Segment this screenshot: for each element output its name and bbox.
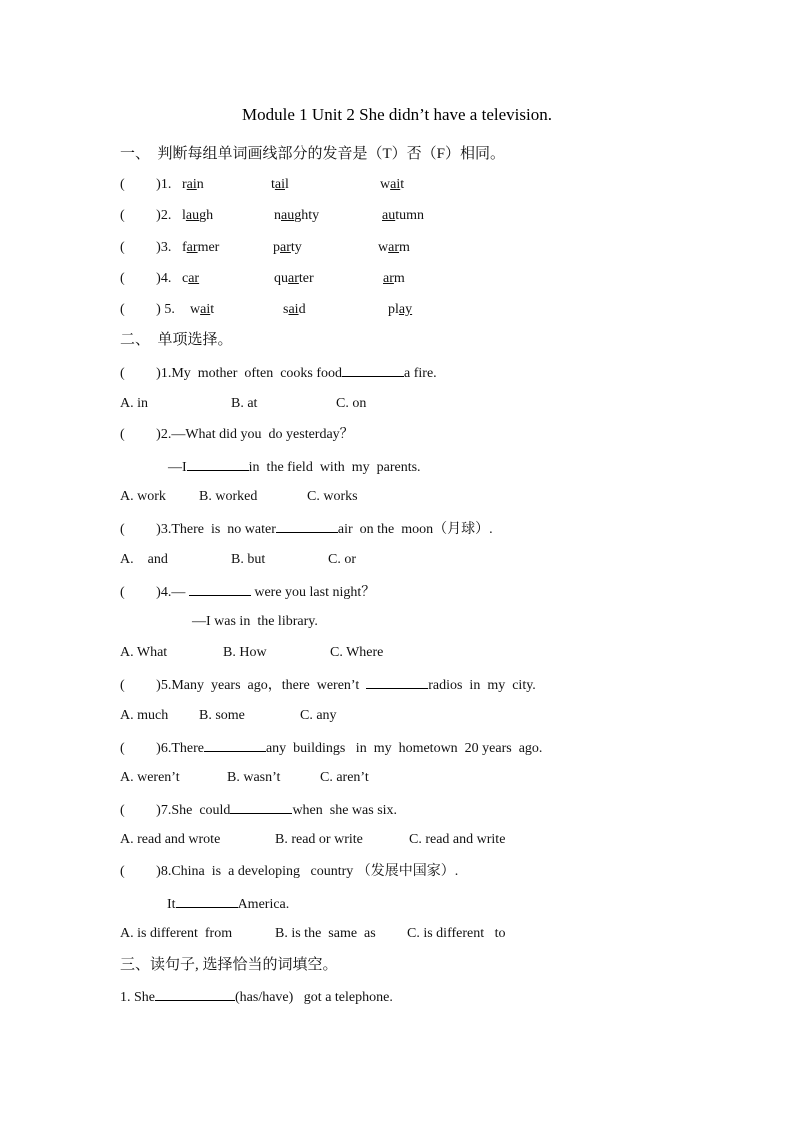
q1-option-b: B. at: [231, 396, 258, 411]
q7-option-c: C. read and write: [409, 832, 506, 847]
q5-option-b: B. some: [199, 708, 245, 723]
question-6: ( )6.There any buildings in my hometown 20 years ago.: [120, 737, 542, 759]
q8-option-a: A. is different from: [120, 926, 233, 941]
question-2: ( )2.—What did you do yesterday？: [120, 427, 354, 442]
item-4-bracket: ( )4.: [120, 271, 172, 286]
q4-option-c: C. Where: [330, 645, 384, 660]
question-4: ( )4.— were you last night？: [120, 581, 375, 603]
item-2-word-2: naughty: [274, 208, 320, 223]
q4-option-b: B. How: [223, 645, 267, 660]
q3-option-a: A. and: [120, 552, 168, 567]
q5-option-a: A. much: [120, 708, 169, 723]
section3-heading: 三、读句子, 选择恰当的词填空。: [120, 957, 338, 973]
q6-option-a: A. weren’t: [120, 770, 180, 785]
answer-blank[interactable]: [187, 456, 249, 471]
item-2-bracket: ( )2.: [120, 208, 172, 223]
section3-question-1: 1. She (has/have) got a telephone.: [120, 986, 393, 1008]
question-8: ( )8.China is a developing country （发展中国家）.: [120, 864, 459, 879]
answer-blank[interactable]: [204, 737, 266, 752]
item-4-word-1: car: [182, 271, 200, 286]
item-2-word-3: autumn: [382, 208, 424, 223]
item-1-word-1: rain: [182, 177, 204, 192]
q2-option-c: C. works: [307, 489, 358, 504]
q2-option-a: A. work: [120, 489, 166, 504]
answer-blank[interactable]: [276, 518, 338, 533]
q7-option-b: B. read or write: [275, 832, 363, 847]
q3-option-c: C. or: [328, 552, 356, 567]
item-3-bracket: ( )3.: [120, 240, 172, 255]
q1-option-a: A. in: [120, 396, 148, 411]
item-5-word-1: wait: [190, 302, 215, 317]
answer-blank[interactable]: [342, 362, 404, 377]
item-4-word-2: quarter: [274, 271, 314, 286]
item-3-word-1: farmer: [182, 240, 220, 255]
item-1-bracket: ( )1.: [120, 177, 172, 192]
answer-blank[interactable]: [366, 674, 428, 689]
question-3: ( )3.There is no water air on the moon（月球）.: [120, 518, 493, 540]
item-5-bracket: ( ) 5.: [120, 302, 179, 317]
q3-option-b: B. but: [231, 552, 266, 567]
section1-heading: 一、 判断每组单词画线部分的发音是（T）否（F）相同。: [120, 146, 506, 162]
question-2-response: —I in the field with my parents.: [168, 456, 421, 478]
item-1-word-2: tail: [271, 177, 289, 192]
question-1: ( )1.My mother often cooks food a fire.: [120, 362, 437, 384]
q7-option-a: A. read and wrote: [120, 832, 221, 847]
item-4-word-3: arm: [383, 271, 405, 286]
item-5-word-2: said: [283, 302, 306, 317]
page-title: Module 1 Unit 2 She didn’t have a television.: [242, 105, 552, 124]
item-2-word-1: laugh: [182, 208, 214, 223]
question-7: ( )7.She could when she was six.: [120, 799, 397, 821]
answer-blank[interactable]: [176, 893, 238, 908]
item-5-word-3: play: [388, 302, 413, 317]
item-1-word-3: wait: [380, 177, 405, 192]
item-3-word-3: warm: [378, 240, 410, 255]
q6-option-b: B. wasn’t: [227, 770, 281, 785]
question-5: ( )5.Many years ago，there weren’t radios in my city.: [120, 674, 536, 696]
q8-option-b: B. is the same as: [275, 926, 376, 941]
q5-option-c: C. any: [300, 708, 337, 723]
answer-blank[interactable]: [230, 799, 292, 814]
answer-blank[interactable]: [155, 986, 235, 1001]
answer-blank[interactable]: [189, 581, 251, 596]
q8-option-c: C. is different to: [407, 926, 506, 941]
section2-heading: 二、 单项选择。: [120, 332, 233, 348]
question-4-response: —I was in the library.: [192, 614, 318, 629]
q1-option-c: C. on: [336, 396, 367, 411]
item-3-word-2: party: [273, 240, 302, 255]
q4-option-a: A. What: [120, 645, 168, 660]
q6-option-c: C. aren’t: [320, 770, 369, 785]
q2-option-b: B. worked: [199, 489, 258, 504]
question-8-response: It America.: [167, 893, 289, 915]
